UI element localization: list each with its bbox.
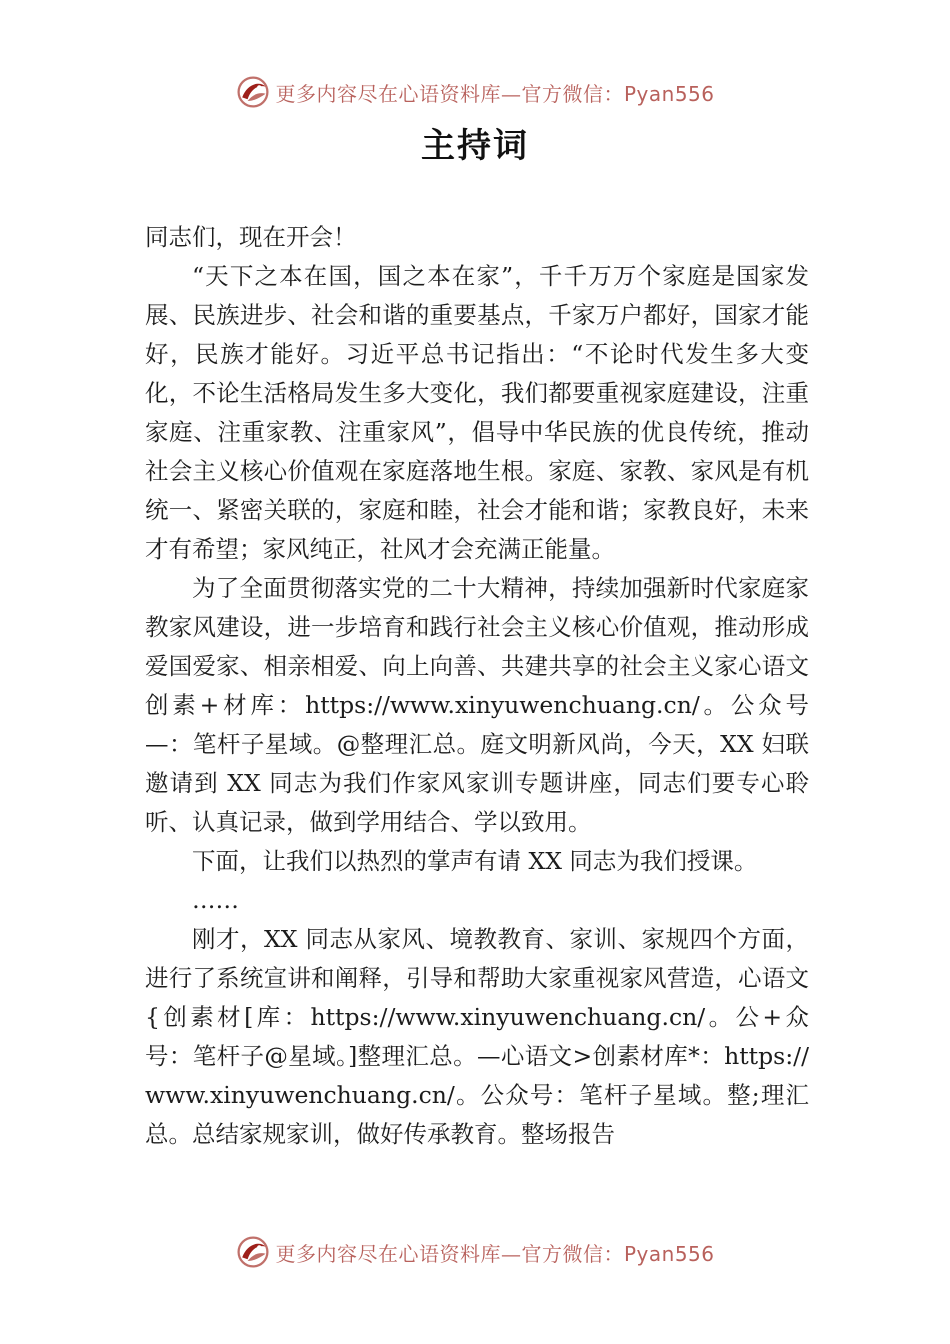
document-body xyxy=(145,218,809,1154)
document-title: 主持词 xyxy=(421,126,529,166)
paragraph-opening: 同志们，现在开会！ xyxy=(145,223,357,251)
banner-wechat-handle: Pyan556 xyxy=(623,1241,715,1266)
paragraph: “天下之本在国，国之本在家”，千千万万个家庭是国家发展、民族进步、社会和谐的重要基点，千家万户都好，国家才能好，民族才能好。习近平总书记指出：“不论时代发生多大变化，不论生活格局发生多大变化，我们都要重视家庭建设，注重家庭、注重家教、注重家风”，倡导中华民族的优良传统，推动社会主义核心价值观在家庭落地生根。家庭、家教、家风是有机统一、紧密关联的，家庭和睦，社会才能和谐；家教良好，未来才有希望；家风纯正，社风才会充满正能量。 xyxy=(145,262,809,563)
banner-text xyxy=(275,1238,714,1267)
paragraph: 为了全面贯彻落实党的二十大精神，持续加强新时代家庭家教家风建设，进一步培育和践行社会主义核心价值观，推动形成爱国爱家、相亲相爱、向上向善、共建共享的社会主义家心语文创素+材库：https://www.xinyuwenchuang.cn/。公众号—：笔杆子星域。@整理汇总。庭文明新风尚，今天，XX 妇联邀请到 XX 同志为我们作家风家训专题讲座，同志们要专心聆听、认真记录，做到学用结合、学以致用。 xyxy=(145,574,809,836)
banner-label: 更多内容尽在心语资料库—官方微信： xyxy=(275,81,624,106)
banner-label: 更多内容尽在心语资料库—官方微信： xyxy=(275,1241,624,1266)
banner-wechat-handle: Pyan556 xyxy=(623,81,715,106)
header-banner xyxy=(0,72,950,112)
swirl-logo-icon xyxy=(235,1234,271,1270)
footer-banner xyxy=(0,1232,950,1272)
banner-text xyxy=(275,78,714,107)
paragraph: 刚才，XX 同志从家风、境教教育、家训、家规四个方面， 进行了系统宣讲和阐释，引导和帮助大家重视家风营造，心语文{创素材[库：https://www.xinyuwenchuang.cn/。公+众号：笔杆子@星域。]整理汇总。—心语文>创素材库*：https://www.xinyuwenchuang.cn/。公众号：笔杆子星域。整;理汇总。总结家规家训，做好传承教育。整场报告 xyxy=(145,925,809,1148)
swirl-logo-icon xyxy=(235,74,271,110)
paragraph-ellipsis: …… xyxy=(192,886,239,914)
paragraph: 下面，让我们以热烈的掌声有请 XX 同志为我们授课。 xyxy=(192,847,758,875)
